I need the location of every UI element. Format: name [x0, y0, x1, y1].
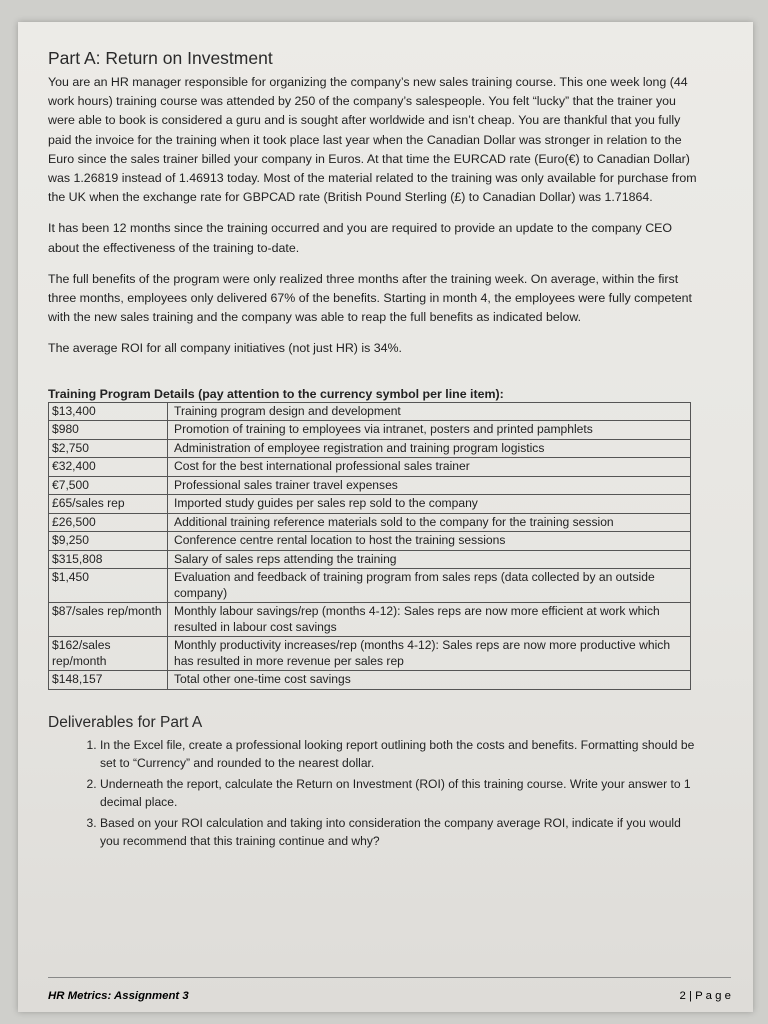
- document-page: [18, 22, 753, 1012]
- description-cell: Additional training reference materials sold to the company for the training session: [168, 513, 691, 532]
- description-cell: Training program design and development: [168, 402, 691, 421]
- description-cell: Administration of employee registration and training program logistics: [168, 439, 691, 458]
- description-cell: Imported study guides per sales rep sold to the company: [168, 495, 691, 514]
- paragraph-update: It has been 12 months since the training occurred and you are required to provide an update to the company CEO about the effectiveness of the training to-date.: [48, 221, 673, 255]
- table-row: [49, 550, 691, 569]
- description-cell: Promotion of training to employees via intranet, posters and printed pamphlets: [168, 421, 691, 440]
- description-cell: Monthly productivity increases/rep (months 4-12): Sales reps are now more productive which has resulted in more revenue per sales rep: [168, 637, 691, 671]
- list-item: 2. Underneath the report, calculate the Return on Investment (ROI) of this training course. Write your answer to 1 decimal place.: [100, 775, 703, 812]
- description-cell: Professional sales trainer travel expenses: [168, 476, 691, 495]
- list-item: 3. Based on your ROI calculation and taking into consideration the company average ROI, indicate if you would you recommend that this training continue and why?: [100, 814, 703, 851]
- deliverables-list: [48, 736, 703, 851]
- amount-cell: €32,400: [49, 458, 168, 477]
- amount-cell: $2,750: [49, 439, 168, 458]
- deliverables-title: Deliverables for Part A: [48, 713, 203, 731]
- amount-cell: $162/sales rep/month: [49, 637, 168, 671]
- table-row: [49, 671, 691, 690]
- amount-cell: $148,157: [49, 671, 168, 690]
- description-cell: Total other one-time cost savings: [168, 671, 691, 690]
- amount-cell: £65/sales rep: [49, 495, 168, 514]
- amount-cell: $9,250: [49, 532, 168, 551]
- description-cell: Salary of sales reps attending the training: [168, 550, 691, 569]
- table-row: [49, 476, 691, 495]
- list-item: 1. In the Excel file, create a professional looking report outlining both the costs and benefits. Formatting should be set to “Currency” and rounded to the nearest dollar.: [100, 736, 703, 773]
- amount-cell: $13,400: [49, 402, 168, 421]
- amount-cell: $315,808: [49, 550, 168, 569]
- paragraph-intro: You are an HR manager responsible for organizing the company’s new sales training course. This one week long (44 work hours) training course was attended by 250 of the company’s salespeople. You felt “lucky” that the trainer you were able to book is considered a guru and is sought after worldwide and isn’t cheap. You are thankful that you fully paid the invoice for the training when it took place last year when the Canadian Dollar was stronger in relation to the Euro since the sales trainer billed your company in Euros. At that time the EURCAD rate (Euro(€) to Canadian Dollar) was 1.26819 instead of 1.46913 today. Most of the material related to the training was only available for purchase from the UK when the exchange rate for GBPCAD rate (British Pound Sterling (£) to Canadian Dollar) was 1.71864.: [48, 75, 697, 205]
- table-row: [49, 402, 691, 421]
- page-content: [48, 48, 703, 853]
- table-row: [49, 439, 691, 458]
- table-row: [49, 421, 691, 440]
- amount-cell: $1,450: [49, 569, 168, 603]
- amount-cell: £26,500: [49, 513, 168, 532]
- table-row: [49, 458, 691, 477]
- table-row: [49, 513, 691, 532]
- table-row: [49, 637, 691, 671]
- amount-cell: $980: [49, 421, 168, 440]
- footer-title: HR Metrics: Assignment 3: [48, 990, 189, 1002]
- table-row: [49, 495, 691, 514]
- paragraph-average-roi: The average ROI for all company initiatives (not just HR) is 34%.: [48, 341, 402, 356]
- description-cell: Monthly labour savings/rep (months 4-12): Sales reps are now more efficient at work which resulted in labour cost savings: [168, 603, 691, 637]
- amount-cell: €7,500: [49, 476, 168, 495]
- table-row: [49, 569, 691, 603]
- page-number: 2 | P a g e: [679, 990, 731, 1002]
- amount-cell: $87/sales rep/month: [49, 603, 168, 637]
- table-row: [49, 532, 691, 551]
- page-footer: [48, 977, 731, 1002]
- description-cell: Conference centre rental location to host the training sessions: [168, 532, 691, 551]
- paragraph-benefits: The full benefits of the program were only realized three months after the training week. On average, within the first three months, employees only delivered 67% of the benefits. Starting in month 4, the employees were fully competent with the new sales training and the company was able to reap the full benefits as indicated below.: [48, 271, 692, 325]
- table-row: [49, 603, 691, 637]
- section-title: Part A: Return on Investment: [48, 48, 273, 68]
- training-details-table: [48, 402, 691, 690]
- description-cell: Cost for the best international professional sales trainer: [168, 458, 691, 477]
- description-cell: Evaluation and feedback of training program from sales reps (data collected by an outside company): [168, 569, 691, 603]
- table-title: Training Program Details (pay attention to the currency symbol per line item):: [48, 386, 504, 401]
